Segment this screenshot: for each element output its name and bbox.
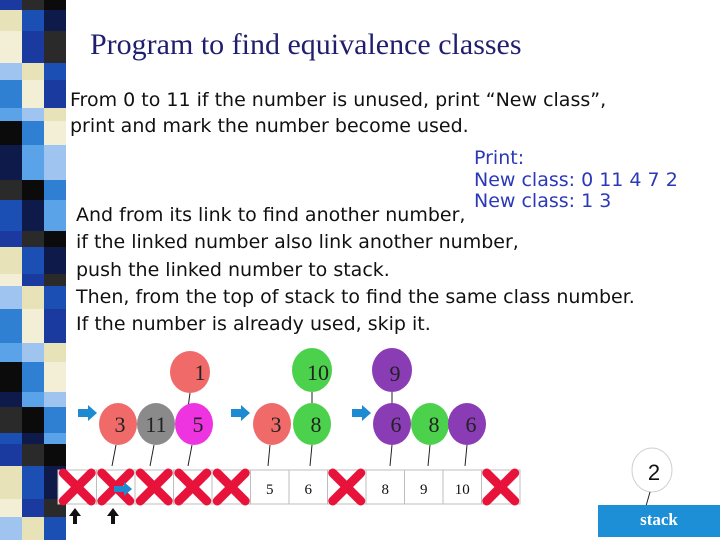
balloon-bottom-5 [175,403,213,466]
array-cell [289,470,328,504]
array-cell [135,470,174,504]
strip-block [0,80,22,108]
strip-block [44,80,66,108]
print-line-class-2: New class: 1 3 [474,190,612,212]
array-cell-value: 6 [304,482,312,498]
balloon-top-9 [372,348,412,405]
print-label: Print: [474,147,525,169]
strip-block [22,180,44,200]
slide-title: Program to find equivalence classes [90,28,522,61]
balloon-bottom-3a [99,403,137,466]
strip-block [0,200,22,231]
strip-block [44,31,66,63]
array-cell [58,470,97,504]
array-cell-value: 10 [454,482,470,498]
strip-block [22,80,44,108]
array-cell [443,470,482,504]
strip-block [0,309,22,343]
balloon-bottom-label: 6 [390,412,402,437]
stack-top-value: 2 [647,460,661,485]
arrow-icon [231,405,250,421]
strip-block [22,31,44,63]
strip-block [0,231,22,247]
strip-block [22,231,44,247]
balloon-bottom-6a [373,403,411,466]
strip-block [22,286,44,309]
strip-block [22,0,44,10]
array-cell [366,470,405,504]
strip-block [44,0,66,10]
strip-block [44,200,66,231]
balloon-top-10 [292,348,332,405]
strip-block [0,108,22,121]
stack-label: stack [598,505,720,537]
body-line-3: push the linked number to stack. [76,259,390,281]
strip-block [0,247,22,274]
body-line-5: If the number is already used, skip it. [76,313,431,335]
array-cell [174,470,213,504]
strip-block [0,31,22,63]
strip-block [0,180,22,200]
strip-block [44,180,66,200]
strip-block [0,286,22,309]
strip-block [22,247,44,274]
strip-block [22,63,44,80]
body-line-4: Then, from the top of stack to find the same class number. [76,286,635,308]
intro-line-1: From 0 to 11 if the number is unused, print “New class”, [70,89,607,111]
balloon-bottom-label: 3 [270,412,282,437]
balloon-bottom-label: 6 [465,412,477,437]
print-line-class-1: New class: 0 11 4 7 2 [474,169,678,191]
intro-line-2: print and mark the number become used. [70,115,469,137]
body-line-1: And from its link to find another number, [76,204,466,226]
strip-block [22,274,44,286]
strip-block [44,247,66,274]
strip-block [44,10,66,31]
up-arrow-icon [69,508,81,524]
balloon-top-1 [170,351,210,408]
strip-block [22,145,44,180]
array-cell-value: 5 [266,482,274,498]
strip-block [0,145,22,180]
strip-block [44,108,66,121]
strip-block [22,200,44,231]
array-cell [328,470,367,504]
stack-top-balloon [632,448,672,506]
balloon-bottom-3b [253,403,291,466]
array-cell [212,470,251,504]
balloon-top-10-label: 10 [307,360,329,385]
balloon-bottom-label: 8 [310,412,322,437]
balloon-bottom-8b [411,403,449,466]
balloon-bottom-6b [448,403,486,466]
array-cell-value: 8 [381,482,389,498]
balloon-bottom-label: 3 [114,412,126,437]
strip-block [44,274,66,286]
arrow-icon [78,405,97,421]
strip-block [44,63,66,80]
array-cell-value: 9 [420,482,428,498]
strip-block [0,10,22,31]
balloon-top-9-label: 9 [389,361,401,386]
balloon-bottom-label: 8 [428,412,440,437]
balloon-bottom-label: 11 [145,412,167,437]
strip-block [0,274,22,286]
strip-block [0,0,22,10]
strip-block [44,286,66,309]
array-cell [405,470,444,504]
balloon-bottom-label: 5 [192,412,204,437]
up-arrow-icon [107,508,119,524]
strip-block [22,309,44,343]
balloon-top-1-label: 1 [194,360,206,385]
strip-block [22,10,44,31]
balloon-bottom-11 [137,403,175,466]
strip-block [22,108,44,121]
strip-block [0,63,22,80]
strip-block [44,231,66,247]
body-line-2: if the linked number also link another number, [76,231,519,253]
strip-block [44,309,66,343]
strip-block [44,145,66,180]
strip-block [0,121,22,145]
strip-block [44,121,66,145]
array-cell [251,470,290,504]
arrow-icon [352,405,371,421]
array-cell [482,470,521,504]
strip-block [22,121,44,145]
balloon-bottom-8a [293,403,331,466]
